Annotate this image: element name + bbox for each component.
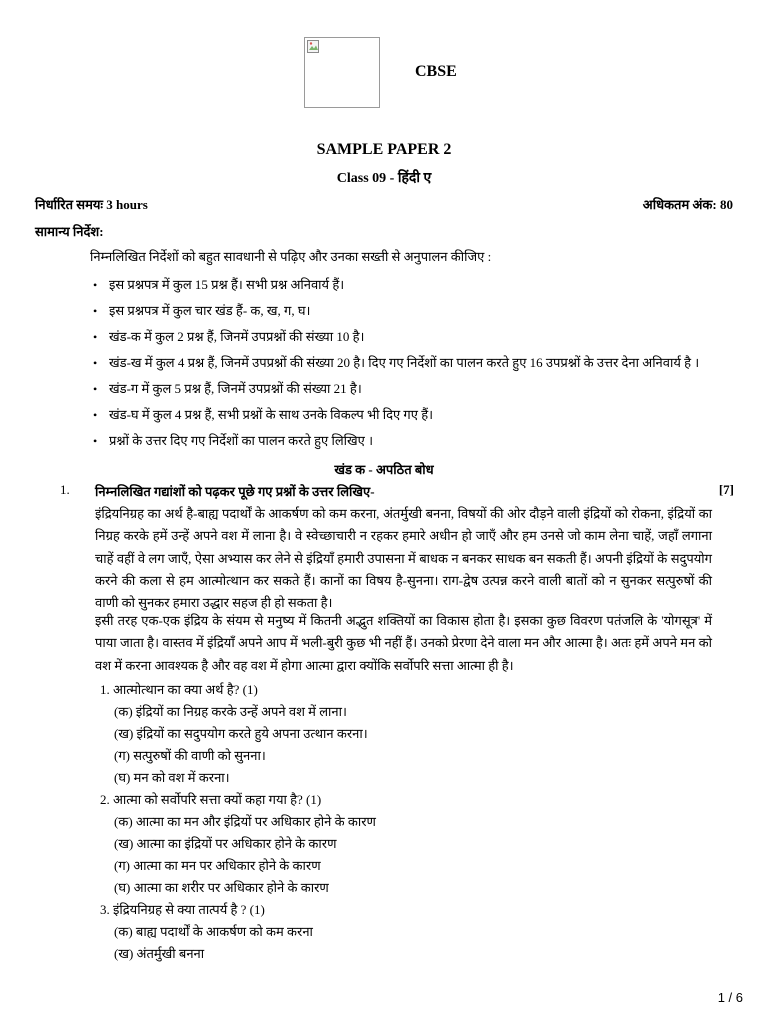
paper-subtitle: Class 09 - हिंदी ए bbox=[336, 171, 432, 186]
option-1a: (क) इंद्रियों का निग्रह करके उन्हें अपने वश में लाना। bbox=[114, 704, 347, 719]
instructions-list bbox=[92, 272, 752, 454]
instruction-item: • प्रश्नों के उत्तर दिए गए निर्देशों का पालन करते हुए लिखिए । bbox=[92, 428, 752, 454]
time-allowed: निर्धारित समयः 3 hours bbox=[35, 197, 148, 212]
logo-image-placeholder bbox=[304, 37, 380, 108]
max-marks: अधिकतम अंक: 80 bbox=[642, 197, 733, 212]
option-2b: (ख) आत्मा का इंद्रियों पर अधिकार होने के कारण bbox=[114, 836, 337, 851]
option-1c: (ग) सत्पुरुषों की वाणी को सुनना। bbox=[114, 748, 266, 763]
instruction-item: • खंड-ख में कुल 4 प्रश्न हैं, जिनमें उपप्रश्नों की संख्या 20 है। दिए गए निर्देशों का पालन करते हुए 16 उपप्रश्नों के उत्तर देना अनिवार्य है । bbox=[92, 350, 752, 376]
option-2d: (घ) आत्मा का शरीर पर अधिकार होने के कारण bbox=[114, 880, 329, 895]
option-2a: (क) आत्मा का मन और इंद्रियों पर अधिकार होने के कारण bbox=[114, 814, 376, 829]
option-1d: (घ) मन को वश में करना। bbox=[114, 770, 230, 785]
instruction-item: • खंड-ग में कुल 5 प्रश्न हैं, जिनमें उपप्रश्नों की संख्या 21 है। bbox=[92, 376, 752, 402]
question-heading: निम्नलिखित गद्यांशों को पढ़कर पूछे गए प्रश्नों के उत्तर लिखिए- bbox=[95, 484, 375, 499]
section-a-heading: खंड क - अपठित बोध bbox=[334, 462, 434, 477]
option-2c: (ग) आत्मा का मन पर अधिकार होने के कारण bbox=[114, 858, 321, 873]
broken-image-icon bbox=[307, 40, 321, 54]
board-name: CBSE bbox=[415, 63, 457, 80]
instruction-item: • इस प्रश्नपत्र में कुल 15 प्रश्न हैं। सभी प्रश्न अनिवार्य हैं। bbox=[92, 272, 752, 298]
paper-title: SAMPLE PAPER 2 bbox=[316, 141, 452, 158]
question-marks: [7] bbox=[718, 482, 734, 497]
option-1b: (ख) इंद्रियों का सदुपयोग करते हुये अपना उत्थान करना। bbox=[114, 726, 368, 741]
passage-paragraph-2: इसी तरह एक-एक इंद्रिय के संयम से मनुष्य में कितनी अद्भुत शक्तियों का विकास होता है। इसका कुछ विवरण पतंजलि के 'योगसूत्र' में पाया जाता है। वास्तव में इंद्रियाँ अपने आप में भली-बुरी कुछ भी नहीं हैं। उनको प्रेरणा देने वाला मन और आत्मा है। अतः हमें अपने मन को वश में करना आवश्यक है और वह वश में होगा आत्मा द्वारा क्योंकि सर्वोपरि सत्ता आत्मा ही है। bbox=[95, 613, 712, 673]
instruction-item: • खंड-क में कुल 2 प्रश्न हैं, जिनमें उपप्रश्नों की संख्या 10 है। bbox=[92, 324, 752, 350]
sub-question-1: 1. आत्मोत्थान का क्या अर्थ है? (1) bbox=[100, 682, 258, 697]
instruction-item: • इस प्रश्नपत्र में कुल चार खंड हैं- क, ख, ग, घ। bbox=[92, 298, 752, 324]
question-number: 1. bbox=[60, 482, 70, 497]
passage-paragraph-1: इंद्रियनिग्रह का अर्थ है-बाह्य पदार्थों के आकर्षण को कम करना, अंतर्मुखी बनना, विषयों की ओर दौड़ने वाली इंद्रियों को रोकना, इंद्रियों का निग्रह करके हमें उन्हें अपने वश में लाना है। वे स्वेच्छाचारी न रहकर हमारे अधीन हो जाएँ और हम उनसे जो काम लेना चाहें, जहाँ लगाना चाहें वहीं वे लग जाएँ, ऐसा अभ्यास कर लेने से इंद्रियाँ हमारी उपासना में बाधक न बनकर साधक बन सकती हैं। अपनी इंद्रियों के सदुपयोग करने की कला से हम आत्मोत्थान कर सकते हैं। कानों का विषय है-सुनना। राग-द्वेष उत्पन्न करने वाली बातों को न सुनकर सत्पुरुषों की वाणी को सुनकर हमारा उद्धार सहज ही हो सकता है। bbox=[95, 506, 712, 611]
option-3a: (क) बाह्य पदार्थों के आकर्षण को कम करना bbox=[114, 924, 313, 939]
sub-question-3: 3. इंद्रियनिग्रह से क्या तात्पर्य है ? (1) bbox=[100, 902, 265, 917]
option-3b: (ख) अंतर्मुखी बनना bbox=[114, 946, 205, 961]
general-instructions-heading: सामान्य निर्देश: bbox=[35, 224, 104, 239]
sub-question-2: 2. आत्मा को सर्वोपरि सत्ता क्यों कहा गया है? (1) bbox=[100, 792, 322, 807]
instructions-intro: निम्नलिखित निर्देशों को बहुत सावधानी से पढ़िए और उनका सख्ती से अनुपालन कीजिए : bbox=[90, 249, 492, 264]
page-number: 1 / 6 bbox=[717, 990, 743, 1005]
instruction-item: • खंड-घ में कुल 4 प्रश्न हैं, सभी प्रश्नों के साथ उनके विकल्प भी दिए गए हैं। bbox=[92, 402, 752, 428]
